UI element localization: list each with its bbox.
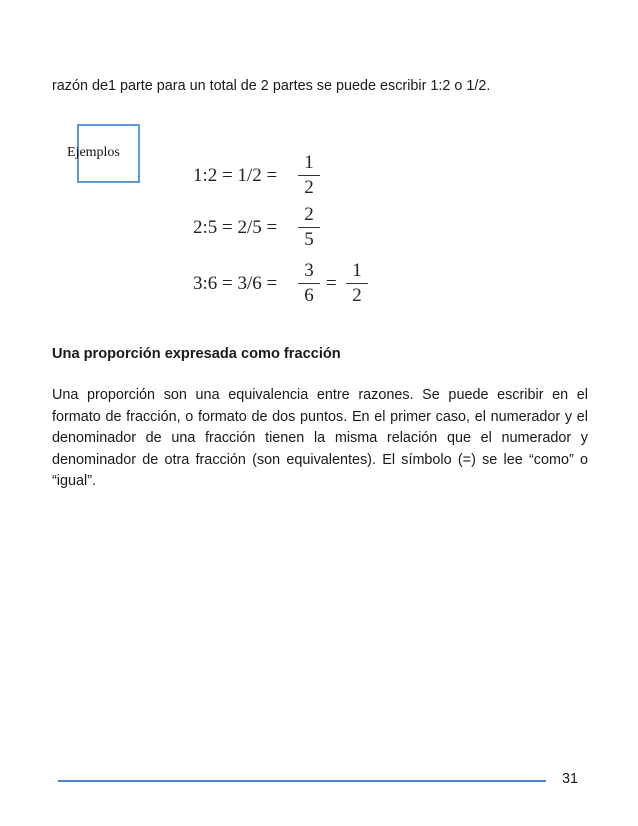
examples-label: Ejemplos [67, 145, 120, 160]
example-3-denominator: 6 [304, 285, 314, 306]
example-3-simplified-fraction [346, 261, 368, 306]
example-3-simplified-denominator: 2 [352, 285, 362, 306]
example-3-lhs: 3:6 = 3/6 = [193, 273, 278, 294]
example-2-denominator: 5 [304, 229, 314, 250]
fraction-bar [298, 175, 320, 176]
example-3-numerator: 3 [304, 260, 314, 281]
footer-divider [58, 780, 546, 782]
example-3-equals: = [326, 273, 337, 294]
example-1-fraction [298, 153, 320, 198]
example-1-lhs: 1:2 = 1/2 = [193, 165, 278, 186]
section-heading: Una proporción expresada como fracción [52, 346, 341, 362]
body-paragraph: Una proporción son una equivalencia entre razones. Se puede escribir en el formato de fracción, o formato de dos puntos. En el primer caso, el numerador y el denominador de una fracción tienen la misma relación que el numerador y denominador de otra fracción (son equivalentes). El símbolo (=) se lee “como” o “igual”. [52, 387, 588, 489]
fraction-bar [298, 227, 320, 228]
example-1-denominator: 2 [304, 177, 314, 198]
fraction-bar [298, 283, 320, 284]
example-1-numerator: 1 [304, 152, 314, 173]
page-number: 31 [562, 771, 579, 787]
example-2-fraction [298, 205, 320, 250]
example-2-lhs: 2:5 = 2/5 = [193, 217, 278, 238]
example-2-numerator: 2 [304, 204, 314, 225]
example-3-fraction [298, 261, 320, 306]
example-3-simplified-numerator: 1 [352, 260, 362, 281]
fraction-bar [346, 283, 368, 284]
intro-text: razón de1 parte para un total de 2 partes se puede escribir 1:2 o 1/2. [52, 78, 491, 94]
